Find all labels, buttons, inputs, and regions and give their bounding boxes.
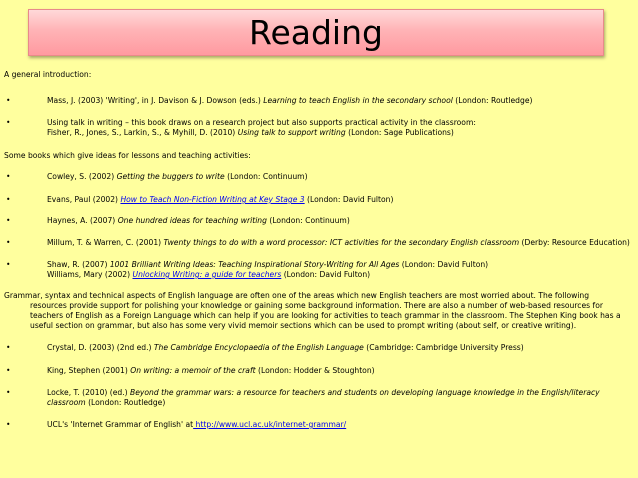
reference-text: Using talk in writing – this book draws on a research project but also supports practical activity in the classroom: Fisher, R., Jones, S., Larkin, S., & Myhill, D. (2010) Using talk to support writing (London: Sage Publications) bbox=[47, 118, 476, 137]
grammar-url-link[interactable]: http://www.ucl.ac.uk/internet-grammar/ bbox=[193, 420, 347, 429]
reference-text: Haynes, A. (2007) One hundred ideas for teaching writing (London: Continuum) bbox=[47, 216, 350, 225]
bullet: • bbox=[6, 366, 11, 375]
bullet: • bbox=[6, 420, 11, 429]
ideas-heading: Some books which give ideas for lessons and teaching activities: bbox=[4, 151, 251, 160]
bullet: • bbox=[6, 195, 11, 204]
reference-text: Cowley, S. (2002) Getting the buggers to write (London: Continuum) bbox=[47, 172, 308, 181]
book-link[interactable]: How to Teach Non-Fiction Writing at Key Stage 3 bbox=[120, 195, 305, 204]
page-title: Reading bbox=[249, 13, 383, 52]
title-banner bbox=[28, 9, 604, 56]
reference-text: Shaw, R. (2007) 1001 Brilliant Writing Ideas: Teaching Inspirational Story-Writing for All Ages (London: David Fulton) Williams, Mary (2002) Unlocking Writing: a guide for teachers (London: David Fulton) bbox=[47, 260, 489, 279]
bullet: • bbox=[6, 388, 11, 397]
bullet: • bbox=[6, 216, 11, 225]
reference-text: Mass, J. (2003) 'Writing', in J. Davison & J. Dowson (eds.) Learning to teach English in the secondary school (London: Routledge) bbox=[47, 96, 533, 105]
reference-text: Crystal, D. (2003) (2nd ed.) The Cambridge Encyclopaedia of the English Language (Cambridge: Cambridge University Press) bbox=[47, 343, 524, 352]
grammar-paragraph: Grammar, syntax and technical aspects of English language are often one of the areas which new English teachers are most worried about. The following resources provide support for polishing your knowledge or gaining some background information. There are also a number of web-based resources for teachers of English as a Foreign Language which can help if you are looking for activities to teach grammar in the classroom. The Stephen King book has a useful section on grammar, but also has some very vivid memoir sections which can be used to prompt writing (about self, or creative writing). bbox=[4, 291, 621, 330]
bullet: • bbox=[6, 96, 11, 105]
reference-text: Evans, Paul (2002) How to Teach Non-Fiction Writing at Key Stage 3 (London: David Fulton) bbox=[47, 195, 394, 204]
bullet: • bbox=[6, 260, 11, 269]
bullet: • bbox=[6, 172, 11, 181]
intro-heading: A general introduction: bbox=[4, 70, 92, 79]
reference-text: Locke, T. (2010) (ed.) Beyond the grammar wars: a resource for teachers and students on developing language knowledge in the English/literacy classroom (London: Routledge) bbox=[47, 388, 600, 407]
bullet: • bbox=[6, 118, 11, 127]
reference-text: UCL's 'Internet Grammar of English' at http://www.ucl.ac.uk/internet-grammar/ bbox=[47, 420, 347, 429]
reference-text: King, Stephen (2001) On writing: a memoir of the craft (London: Hodder & Stoughton) bbox=[47, 366, 375, 375]
bullet: • bbox=[6, 238, 11, 247]
reference-text: Millum, T. & Warren, C. (2001) Twenty things to do with a word processor: ICT activities for the secondary English classroom (Derby: Resource Education) bbox=[47, 238, 630, 247]
book-link[interactable]: Unlocking Writing: a guide for teachers bbox=[132, 270, 282, 279]
bullet: • bbox=[6, 343, 11, 352]
